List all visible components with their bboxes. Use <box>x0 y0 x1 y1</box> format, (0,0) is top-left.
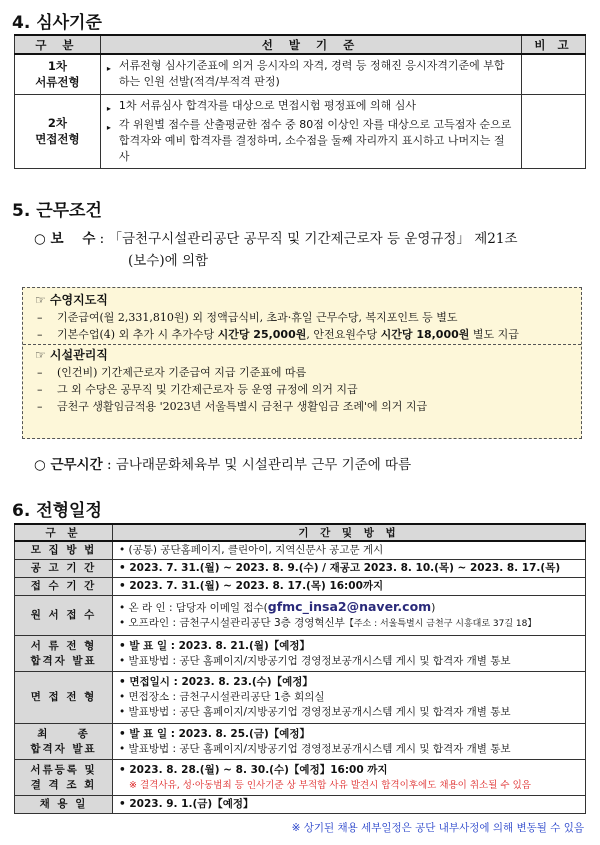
col-criteria: 선 발 기 준 <box>100 35 521 54</box>
col-remarks: 비 고 <box>522 35 586 54</box>
list-item: – 기준급여(월 2,331,810원) 외 정액급식비, 초과·휴일 근무수당, 복지포인트 등 별도 <box>37 311 458 324</box>
heading-swim-instructor: ☞ 수영지도직 <box>35 293 108 307</box>
warning-note: ※ 결격사유, 성·아동범죄 등 인사기준 상 부적합 사유 발견시 합격이후에도 채용이 취소될 수 있음 <box>129 779 531 791</box>
hours-text: : 금나래문화체육부 및 시설관리부 근무 기준에 따름 <box>106 457 412 473</box>
email-link[interactable]: gfmc_insa2@naver.com <box>267 599 432 614</box>
table-row: 서류등록 및 결 격 조 회 • 2023. 8. 28.(월) ~ 8. 30.(수)【예정】16:00 까지 ※ 결격사유, 성·아동범죄 등 인사기준 상 부적합 사유 발견시 합격이후에도 채용이 취소될 수 있음 <box>15 760 586 796</box>
criteria-item: 서류전형 심사기준표에 의거 응시자의 자격, 경력 등 정해진 응시자격기준에 부합하는 인원 선발(적격/부적격 판정) <box>118 59 505 89</box>
list-item: – 그 외 수당은 공무직 및 기간제근로자 등 운영 규정에 의거 지급 <box>37 383 358 396</box>
triangle-bullet-icon: ▸ <box>106 122 111 132</box>
table-row: 모 집 방 법 • (공통) 공단홈페이지, 클린아이, 지역신문사 공고문 게시 <box>15 541 586 560</box>
triangle-bullet-icon: ▸ <box>106 103 111 113</box>
table-row: 공 고 기 간 • 2023. 7. 31.(월) ~ 2023. 8. 9.(수) / 재공고 2023. 8. 10.(목) ~ 2023. 8. 17.(목) <box>15 560 586 578</box>
triangle-bullet-icon: ▸ <box>106 64 111 74</box>
stage-name: 면접전형 <box>35 132 80 146</box>
table-row: 면 접 전 형 • 면접일시 : 2023. 8. 23.(수)【예정】 • 면접장소 : 금천구시설관리공단 1층 회의실 • 발표방법 : 공단 홈페이지/지방공기업 경영정보공개시스템 게시 및 합격자 개별 통보 <box>15 672 586 724</box>
pay-details-box <box>22 287 582 439</box>
table-row: 접 수 기 간 • 2023. 7. 31.(월) ~ 2023. 8. 17.(목) 16:00까지 <box>15 578 586 596</box>
stage-name: 서류전형 <box>35 75 80 90</box>
list-item: – 금천구 생활임금적용 '2023년 서울특별시 금천구 생활임금 조례'에 의거 지급 <box>37 400 428 413</box>
table-row: 서 류 전 형 합격자 발표 • 발 표 일 : 2023. 8. 21.(월)【예정】 • 발표방법 : 공단 홈페이지/지방공기업 경영정보공개시스템 게시 및 합격자 개별 통보 <box>15 636 586 672</box>
table-row <box>15 94 586 168</box>
criteria-item: 각 위원별 점수를 산출평균한 점수 중 80점 이상인 자를 대상으로 고득점자 순으로 합격자와 예비 합격자를 결정하며, 소수점을 둘째 자리까지 표시하고 나머지는 절사 <box>118 117 512 163</box>
table-row: 최 종 합격자 발표 • 발 표 일 : 2023. 8. 25.(금)【예정】 • 발표방법 : 공단 홈페이지/지방공기업 경영정보공개시스템 게시 및 합격자 개별 통보 <box>15 724 586 760</box>
divider <box>23 344 581 345</box>
pay-label: ○ 보 수 <box>34 231 96 247</box>
heading-facility-management: ☞ 시설관리직 <box>35 348 108 362</box>
working-hours-line <box>34 454 411 476</box>
schedule-table <box>14 523 586 814</box>
criteria-item: 1차 서류심사 합격자를 대상으로 면접시험 평정표에 의해 심사 <box>118 98 416 112</box>
screening-criteria-table <box>14 34 586 169</box>
col-category: 구 분 <box>15 35 101 54</box>
section-title-screening: 4. 심사기준 <box>12 13 102 33</box>
table-row: 원 서 접 수 • 온 라 인 : 담당자 이메일 접수(gfmc_insa2@naver.com) • 오프라인 : 금천구시설관리공단 3층 경영혁신부【주소 : 서울특별시 금천구 시흥대로 37길 18】 <box>15 596 586 636</box>
section-title-schedule: 6. 전형일정 <box>12 501 102 521</box>
section-title-working-conditions: 5. 근무조건 <box>12 201 102 221</box>
stage-label: 1차 <box>47 59 67 74</box>
stage-label: 2차 <box>47 116 67 130</box>
hours-label: ○ 근무시간 <box>34 457 103 473</box>
list-item: – (인건비) 기간제근로자 기준급여 지급 기준표에 따름 <box>37 366 307 379</box>
pay-line <box>34 228 518 250</box>
col-category: 구 분 <box>15 524 113 541</box>
col-period-method: 기 간 및 방 법 <box>113 524 586 541</box>
schedule-footnote: ※ 상기된 채용 세부일정은 공단 내부사정에 의해 변동될 수 있음 <box>291 822 584 834</box>
list-item: – 기본수업(4) 외 추가 시 추가수당 시간당 25,000원, 안전요원수당 시간당 18,000원 별도 지급 <box>37 328 519 341</box>
pay-text-cont: (보수)에 의함 <box>128 253 209 269</box>
table-row <box>15 54 586 94</box>
pay-text: : 「금천구시설관리공단 공무직 및 기간제근로자 등 운영규정」 제21조 <box>99 231 518 247</box>
table-row: 채 용 일 • 2023. 9. 1.(금)【예정】 <box>15 796 586 814</box>
